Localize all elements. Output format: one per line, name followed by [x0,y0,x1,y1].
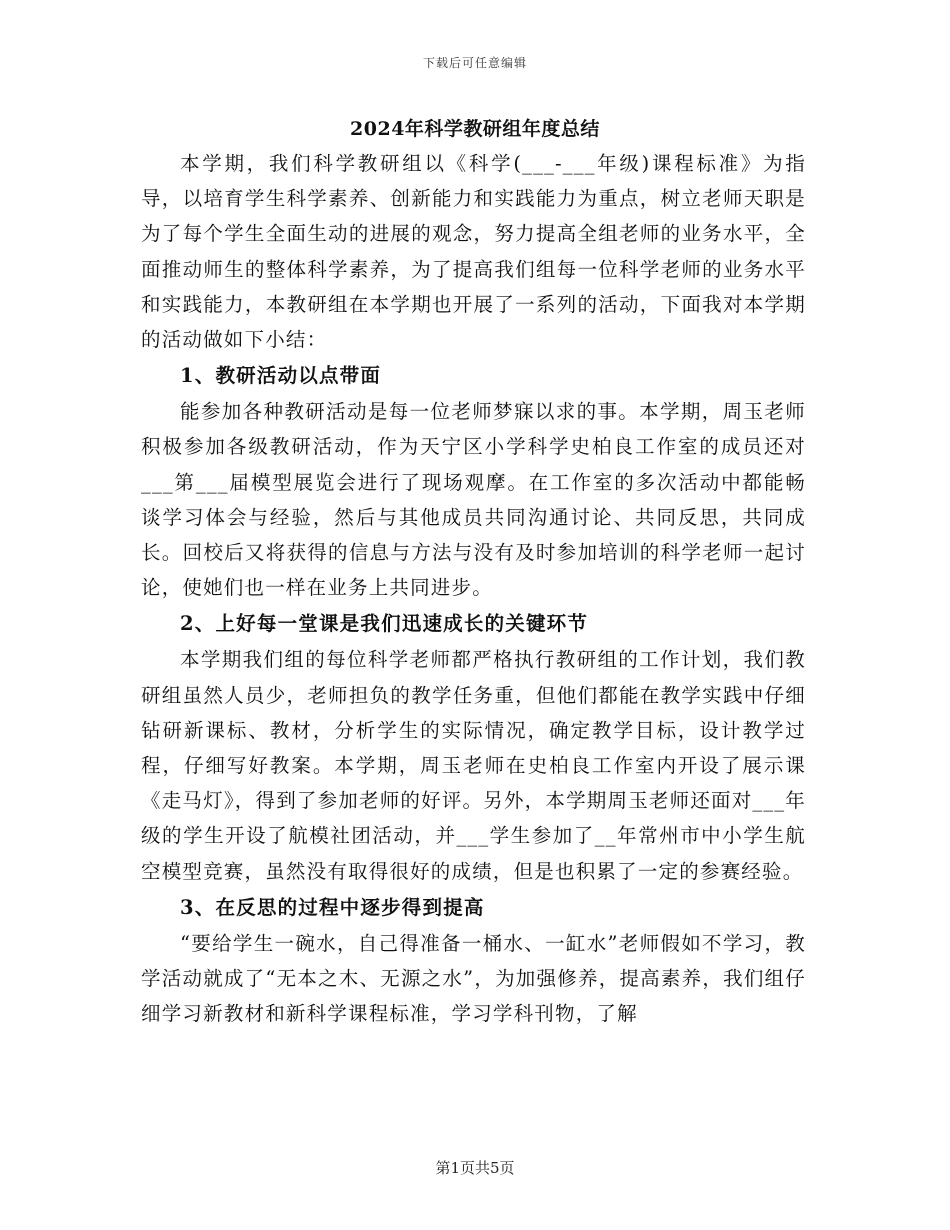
section-heading-1: 1、教研活动以点带面 [180,364,382,388]
intro-paragraph: 本学期，我们科学教研组以《科学(___-___年级)课程标准》为指导，以培育学生科学素养、创新能力和实践能力为重点，树立老师天职是为了每个学生全面生动的进展的观念，努力提高全组老师的业务水平，全面推动师生的整体科学素养，为了提高我们组每一位科学老师的业务水平和实践能力，本教研组在本学期也开展了一系列的活动，下面我对本学期的活动做如下小结： [141,152,806,352]
document-body [141,146,806,1031]
section-heading-2: 2、上好每一堂课是我们迅速成长的关键环节 [180,612,589,636]
document-title: 2024年科学教研组年度总结 [350,118,600,140]
section-heading-3: 3、在反思的过程中逐步得到提高 [180,895,485,919]
section-body-1: 能参加各种教研活动是每一位老师梦寐以求的事。本学期，周玉老师积极参加各级教研活动，作为天宁区小学科学史柏良工作室的成员还对___第___届模型展览会进行了现场观摩。在工作室的多次活动中都能畅谈学习体会与经验，然后与其他成员共同沟通讨论、共同反思，共同成长。回校后又将获得的信息与方法与没有及时参加培训的科学老师一起讨论，使她们也一样在业务上共同进步。 [141,400,806,600]
page-number: 第1页共5页 [435,1159,515,1177]
section-body-2: 本学期我们组的每位科学老师都严格执行教研组的工作计划，我们教研组虽然人员少，老师担负的教学任务重，但他们都能在教学实践中仔细钻研新课标、教材，分析学生的实际情况，确定教学目标，设计教学过程，仔细写好教案。本学期，周玉老师在史柏良工作室内开设了展示课《走马灯》，得到了参加老师的好评。另外，本学期周玉老师还面对___年级的学生开设了航模社团活动，并___学生参加了__年常州市中小学生航空模型竞赛，虽然没有取得很好的成绩，但是也积累了一定的参赛经验。 [141,648,806,883]
section-body-3: “要给学生一碗水，自己得准备一桶水、一缸水”老师假如不学习，教学活动就成了“无本之木、无源之水”，为加强修养，提高素养，我们组仔细学习新教材和新科学课程标准，学习学科刊物，了解 [141,931,806,1026]
header-note: 下载后可任意编辑 [422,56,527,70]
